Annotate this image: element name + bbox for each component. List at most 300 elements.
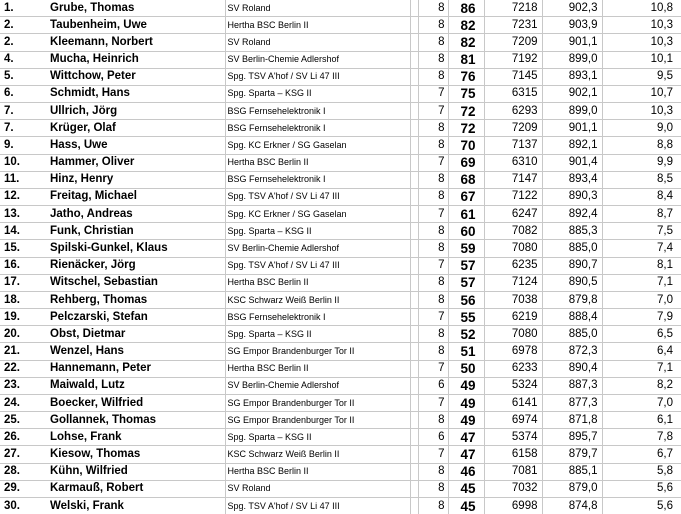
average-pins: 877,3 xyxy=(542,394,602,411)
rank-cell: 11. xyxy=(0,171,38,188)
average-pins: 890,3 xyxy=(542,188,602,205)
player-name: Rienäcker, Jörg xyxy=(38,257,225,274)
average-pins: 902,1 xyxy=(542,85,602,102)
player-name: Spilski-Gunkel, Klaus xyxy=(38,240,225,257)
games-played: 8 xyxy=(418,412,448,429)
player-name: Karmauß, Robert xyxy=(38,480,225,497)
total-pins: 7124 xyxy=(484,274,542,291)
rank-cell: 29. xyxy=(0,480,38,497)
spacer-cell xyxy=(410,137,418,154)
rank-cell: 2. xyxy=(0,17,38,34)
table-row xyxy=(0,291,681,308)
games-played: 8 xyxy=(418,480,448,497)
rank-cell: 25. xyxy=(0,412,38,429)
table-row xyxy=(0,257,681,274)
games-played: 8 xyxy=(418,223,448,240)
player-name: Obst, Dietmar xyxy=(38,326,225,343)
points-value: 50 xyxy=(448,360,484,377)
games-played: 8 xyxy=(418,326,448,343)
rank-cell: 17. xyxy=(0,274,38,291)
points-value: 86 xyxy=(448,0,484,17)
table-row xyxy=(0,429,681,446)
club-name: BSG Fernsehelektronik I xyxy=(225,103,410,120)
rating-value: 7,4 xyxy=(602,240,681,257)
rating-value: 7,9 xyxy=(602,309,681,326)
player-name: Gollannek, Thomas xyxy=(38,412,225,429)
points-value: 72 xyxy=(448,103,484,120)
average-pins: 901,1 xyxy=(542,34,602,51)
rank-cell: 14. xyxy=(0,223,38,240)
table-row xyxy=(0,446,681,463)
points-value: 52 xyxy=(448,326,484,343)
spacer-cell xyxy=(410,360,418,377)
average-pins: 871,8 xyxy=(542,412,602,429)
club-name: Spg. Sparta – KSG II xyxy=(225,429,410,446)
points-value: 56 xyxy=(448,291,484,308)
table-row xyxy=(0,34,681,51)
average-pins: 890,4 xyxy=(542,360,602,377)
total-pins: 6219 xyxy=(484,309,542,326)
points-value: 70 xyxy=(448,137,484,154)
average-pins: 885,0 xyxy=(542,240,602,257)
player-name: Pelczarski, Stefan xyxy=(38,309,225,326)
table-row xyxy=(0,394,681,411)
points-value: 49 xyxy=(448,394,484,411)
total-pins: 7231 xyxy=(484,17,542,34)
games-played: 7 xyxy=(418,446,448,463)
spacer-cell xyxy=(410,51,418,68)
spacer-cell xyxy=(410,17,418,34)
points-value: 55 xyxy=(448,309,484,326)
rank-cell: 1. xyxy=(0,0,38,17)
total-pins: 7218 xyxy=(484,0,542,17)
total-pins: 6235 xyxy=(484,257,542,274)
average-pins: 885,1 xyxy=(542,463,602,480)
rank-cell: 26. xyxy=(0,429,38,446)
spacer-cell xyxy=(410,0,418,17)
table-row xyxy=(0,51,681,68)
table-row xyxy=(0,103,681,120)
rating-value: 10,3 xyxy=(602,34,681,51)
club-name: Spg. TSV A'hof / SV Li 47 III xyxy=(225,68,410,85)
points-value: 67 xyxy=(448,188,484,205)
games-played: 8 xyxy=(418,497,448,514)
rating-value: 6,4 xyxy=(602,343,681,360)
rank-cell: 16. xyxy=(0,257,38,274)
rank-cell: 9. xyxy=(0,137,38,154)
total-pins: 7145 xyxy=(484,68,542,85)
table-row xyxy=(0,343,681,360)
rank-cell: 15. xyxy=(0,240,38,257)
player-name: Grube, Thomas xyxy=(38,0,225,17)
player-name: Lohse, Frank xyxy=(38,429,225,446)
points-value: 81 xyxy=(448,51,484,68)
games-played: 7 xyxy=(418,309,448,326)
club-name: Spg. TSV A'hof / SV Li 47 III xyxy=(225,497,410,514)
points-value: 47 xyxy=(448,446,484,463)
rating-value: 6,5 xyxy=(602,326,681,343)
games-played: 8 xyxy=(418,291,448,308)
club-name: BSG Fernsehelektronik I xyxy=(225,120,410,137)
club-name: SV Roland xyxy=(225,0,410,17)
club-name: Hertha BSC Berlin II xyxy=(225,274,410,291)
club-name: Hertha BSC Berlin II xyxy=(225,17,410,34)
total-pins: 6158 xyxy=(484,446,542,463)
average-pins: 887,3 xyxy=(542,377,602,394)
average-pins: 899,0 xyxy=(542,103,602,120)
rating-value: 7,5 xyxy=(602,223,681,240)
club-name: Spg. Sparta – KSG II xyxy=(225,223,410,240)
rank-cell: 10. xyxy=(0,154,38,171)
spacer-cell xyxy=(410,412,418,429)
player-name: Taubenheim, Uwe xyxy=(38,17,225,34)
games-played: 8 xyxy=(418,171,448,188)
points-value: 61 xyxy=(448,206,484,223)
player-name: Boecker, Wilfried xyxy=(38,394,225,411)
spacer-cell xyxy=(410,240,418,257)
table-row xyxy=(0,206,681,223)
rating-value: 10,7 xyxy=(602,85,681,102)
rating-value: 7,0 xyxy=(602,394,681,411)
player-name: Wenzel, Hans xyxy=(38,343,225,360)
club-name: Spg. KC Erkner / SG Gaselan xyxy=(225,137,410,154)
club-name: BSG Fernsehelektronik I xyxy=(225,171,410,188)
table-row xyxy=(0,240,681,257)
total-pins: 7082 xyxy=(484,223,542,240)
rating-value: 7,1 xyxy=(602,360,681,377)
rating-value: 10,1 xyxy=(602,51,681,68)
rank-cell: 21. xyxy=(0,343,38,360)
total-pins: 7038 xyxy=(484,291,542,308)
points-value: 49 xyxy=(448,377,484,394)
table-row xyxy=(0,463,681,480)
rating-value: 9,9 xyxy=(602,154,681,171)
games-played: 6 xyxy=(418,377,448,394)
table-row xyxy=(0,171,681,188)
rating-value: 5,8 xyxy=(602,463,681,480)
games-played: 6 xyxy=(418,429,448,446)
spacer-cell xyxy=(410,171,418,188)
total-pins: 7080 xyxy=(484,326,542,343)
rating-value: 10,3 xyxy=(602,103,681,120)
average-pins: 874,8 xyxy=(542,497,602,514)
rating-value: 8,7 xyxy=(602,206,681,223)
club-name: SV Berlin-Chemie Adlershof xyxy=(225,377,410,394)
rating-value: 6,1 xyxy=(602,412,681,429)
rating-value: 8,5 xyxy=(602,171,681,188)
average-pins: 903,9 xyxy=(542,17,602,34)
rating-value: 7,0 xyxy=(602,291,681,308)
spacer-cell xyxy=(410,463,418,480)
points-value: 45 xyxy=(448,480,484,497)
player-name: Schmidt, Hans xyxy=(38,85,225,102)
table-row xyxy=(0,68,681,85)
average-pins: 895,7 xyxy=(542,429,602,446)
rating-value: 8,2 xyxy=(602,377,681,394)
spacer-cell xyxy=(410,68,418,85)
points-value: 68 xyxy=(448,171,484,188)
average-pins: 892,4 xyxy=(542,206,602,223)
average-pins: 893,4 xyxy=(542,171,602,188)
rating-value: 5,6 xyxy=(602,480,681,497)
rating-value: 9,0 xyxy=(602,120,681,137)
spacer-cell xyxy=(410,223,418,240)
rating-value: 7,8 xyxy=(602,429,681,446)
points-value: 45 xyxy=(448,497,484,514)
rank-cell: 4. xyxy=(0,51,38,68)
total-pins: 7080 xyxy=(484,240,542,257)
table-row xyxy=(0,154,681,171)
total-pins: 7122 xyxy=(484,188,542,205)
points-value: 57 xyxy=(448,274,484,291)
points-value: 57 xyxy=(448,257,484,274)
spacer-cell xyxy=(410,274,418,291)
spacer-cell xyxy=(410,34,418,51)
club-name: Hertha BSC Berlin II xyxy=(225,463,410,480)
rating-value: 6,7 xyxy=(602,446,681,463)
rank-cell: 6. xyxy=(0,85,38,102)
games-played: 8 xyxy=(418,34,448,51)
rank-cell: 19. xyxy=(0,309,38,326)
total-pins: 7137 xyxy=(484,137,542,154)
player-name: Hass, Uwe xyxy=(38,137,225,154)
rating-value: 8,8 xyxy=(602,137,681,154)
club-name: Spg. Sparta – KSG II xyxy=(225,326,410,343)
rating-value: 5,6 xyxy=(602,497,681,514)
rank-cell: 24. xyxy=(0,394,38,411)
table-row xyxy=(0,17,681,34)
rating-value: 8,4 xyxy=(602,188,681,205)
total-pins: 5374 xyxy=(484,429,542,446)
club-name: BSG Fernsehelektronik I xyxy=(225,309,410,326)
games-played: 8 xyxy=(418,240,448,257)
points-value: 72 xyxy=(448,120,484,137)
spacer-cell xyxy=(410,85,418,102)
points-value: 76 xyxy=(448,68,484,85)
club-name: SV Roland xyxy=(225,480,410,497)
points-value: 75 xyxy=(448,85,484,102)
spacer-cell xyxy=(410,394,418,411)
spacer-cell xyxy=(410,291,418,308)
player-name: Rehberg, Thomas xyxy=(38,291,225,308)
spacer-cell xyxy=(410,206,418,223)
rank-cell: 20. xyxy=(0,326,38,343)
spacer-cell xyxy=(410,120,418,137)
games-played: 8 xyxy=(418,0,448,17)
rank-cell: 27. xyxy=(0,446,38,463)
table-row xyxy=(0,223,681,240)
table-row xyxy=(0,137,681,154)
club-name: SV Berlin-Chemie Adlershof xyxy=(225,51,410,68)
total-pins: 6141 xyxy=(484,394,542,411)
spacer-cell xyxy=(410,497,418,514)
player-name: Hinz, Henry xyxy=(38,171,225,188)
games-played: 8 xyxy=(418,17,448,34)
average-pins: 899,0 xyxy=(542,51,602,68)
player-name: Kleemann, Norbert xyxy=(38,34,225,51)
rank-cell: 28. xyxy=(0,463,38,480)
games-played: 8 xyxy=(418,343,448,360)
average-pins: 893,1 xyxy=(542,68,602,85)
average-pins: 879,8 xyxy=(542,291,602,308)
club-name: SG Empor Brandenburger Tor II xyxy=(225,394,410,411)
games-played: 7 xyxy=(418,257,448,274)
points-value: 49 xyxy=(448,412,484,429)
rank-cell: 7. xyxy=(0,103,38,120)
total-pins: 7209 xyxy=(484,34,542,51)
player-name: Maiwald, Lutz xyxy=(38,377,225,394)
club-name: SG Empor Brandenburger Tor II xyxy=(225,343,410,360)
games-played: 7 xyxy=(418,394,448,411)
club-name: SV Berlin-Chemie Adlershof xyxy=(225,240,410,257)
player-name: Kühn, Wilfried xyxy=(38,463,225,480)
average-pins: 885,0 xyxy=(542,326,602,343)
total-pins: 6293 xyxy=(484,103,542,120)
average-pins: 879,7 xyxy=(542,446,602,463)
rank-cell: 2. xyxy=(0,34,38,51)
average-pins: 879,0 xyxy=(542,480,602,497)
points-value: 82 xyxy=(448,17,484,34)
spacer-cell xyxy=(410,257,418,274)
table-row xyxy=(0,377,681,394)
spacer-cell xyxy=(410,446,418,463)
club-name: Spg. TSV A'hof / SV Li 47 III xyxy=(225,257,410,274)
spacer-cell xyxy=(410,188,418,205)
player-name: Witschel, Sebastian xyxy=(38,274,225,291)
total-pins: 7192 xyxy=(484,51,542,68)
games-played: 7 xyxy=(418,360,448,377)
club-name: Spg. Sparta – KSG II xyxy=(225,85,410,102)
rank-cell: 30. xyxy=(0,497,38,514)
club-name: Hertha BSC Berlin II xyxy=(225,154,410,171)
rank-cell: 22. xyxy=(0,360,38,377)
average-pins: 888,4 xyxy=(542,309,602,326)
player-name: Ullrich, Jörg xyxy=(38,103,225,120)
total-pins: 6978 xyxy=(484,343,542,360)
average-pins: 901,4 xyxy=(542,154,602,171)
games-played: 7 xyxy=(418,154,448,171)
games-played: 7 xyxy=(418,85,448,102)
total-pins: 6998 xyxy=(484,497,542,514)
player-name: Freitag, Michael xyxy=(38,188,225,205)
rating-value: 9,5 xyxy=(602,68,681,85)
points-value: 82 xyxy=(448,34,484,51)
rank-cell: 13. xyxy=(0,206,38,223)
average-pins: 892,1 xyxy=(542,137,602,154)
spacer-cell xyxy=(410,154,418,171)
spacer-cell xyxy=(410,309,418,326)
spacer-cell xyxy=(410,103,418,120)
total-pins: 5324 xyxy=(484,377,542,394)
total-pins: 7081 xyxy=(484,463,542,480)
total-pins: 7209 xyxy=(484,120,542,137)
rank-cell: 5. xyxy=(0,68,38,85)
table-row xyxy=(0,120,681,137)
points-value: 60 xyxy=(448,223,484,240)
table-row xyxy=(0,309,681,326)
rating-value: 10,8 xyxy=(602,0,681,17)
total-pins: 6310 xyxy=(484,154,542,171)
points-value: 46 xyxy=(448,463,484,480)
average-pins: 890,7 xyxy=(542,257,602,274)
club-name: SV Roland xyxy=(225,34,410,51)
table-row xyxy=(0,412,681,429)
average-pins: 885,3 xyxy=(542,223,602,240)
average-pins: 872,3 xyxy=(542,343,602,360)
games-played: 8 xyxy=(418,188,448,205)
player-name: Hammer, Oliver xyxy=(38,154,225,171)
total-pins: 6233 xyxy=(484,360,542,377)
rating-value: 10,3 xyxy=(602,17,681,34)
games-played: 8 xyxy=(418,120,448,137)
table-row xyxy=(0,497,681,514)
table-row xyxy=(0,326,681,343)
table-row xyxy=(0,360,681,377)
spacer-cell xyxy=(410,326,418,343)
games-played: 8 xyxy=(418,68,448,85)
player-name: Funk, Christian xyxy=(38,223,225,240)
games-played: 8 xyxy=(418,274,448,291)
club-name: Spg. TSV A'hof / SV Li 47 III xyxy=(225,188,410,205)
player-name: Wittchow, Peter xyxy=(38,68,225,85)
spacer-cell xyxy=(410,343,418,360)
games-played: 8 xyxy=(418,51,448,68)
games-played: 7 xyxy=(418,206,448,223)
rank-cell: 7. xyxy=(0,120,38,137)
player-name: Hannemann, Peter xyxy=(38,360,225,377)
points-value: 47 xyxy=(448,429,484,446)
total-pins: 6315 xyxy=(484,85,542,102)
club-name: KSC Schwarz Weiß Berlin II xyxy=(225,291,410,308)
points-value: 59 xyxy=(448,240,484,257)
club-name: Spg. KC Erkner / SG Gaselan xyxy=(225,206,410,223)
player-name: Welski, Frank xyxy=(38,497,225,514)
table-row xyxy=(0,0,681,17)
club-name: Hertha BSC Berlin II xyxy=(225,360,410,377)
spacer-cell xyxy=(410,377,418,394)
player-name: Mucha, Heinrich xyxy=(38,51,225,68)
total-pins: 6247 xyxy=(484,206,542,223)
total-pins: 7032 xyxy=(484,480,542,497)
average-pins: 902,3 xyxy=(542,0,602,17)
total-pins: 7147 xyxy=(484,171,542,188)
rating-value: 7,1 xyxy=(602,274,681,291)
points-value: 51 xyxy=(448,343,484,360)
points-value: 69 xyxy=(448,154,484,171)
spacer-cell xyxy=(410,429,418,446)
table-row xyxy=(0,274,681,291)
games-played: 7 xyxy=(418,103,448,120)
table-row xyxy=(0,85,681,102)
total-pins: 6974 xyxy=(484,412,542,429)
rank-cell: 18. xyxy=(0,291,38,308)
club-name: KSC Schwarz Weiß Berlin II xyxy=(225,446,410,463)
spacer-cell xyxy=(410,480,418,497)
player-name: Jatho, Andreas xyxy=(38,206,225,223)
rating-value: 8,1 xyxy=(602,257,681,274)
player-name: Kiesow, Thomas xyxy=(38,446,225,463)
games-played: 8 xyxy=(418,463,448,480)
average-pins: 890,5 xyxy=(542,274,602,291)
player-name: Krüger, Olaf xyxy=(38,120,225,137)
games-played: 8 xyxy=(418,137,448,154)
rank-cell: 12. xyxy=(0,188,38,205)
average-pins: 901,1 xyxy=(542,120,602,137)
rank-cell: 23. xyxy=(0,377,38,394)
table-row xyxy=(0,188,681,205)
club-name: SG Empor Brandenburger Tor II xyxy=(225,412,410,429)
table-row xyxy=(0,480,681,497)
